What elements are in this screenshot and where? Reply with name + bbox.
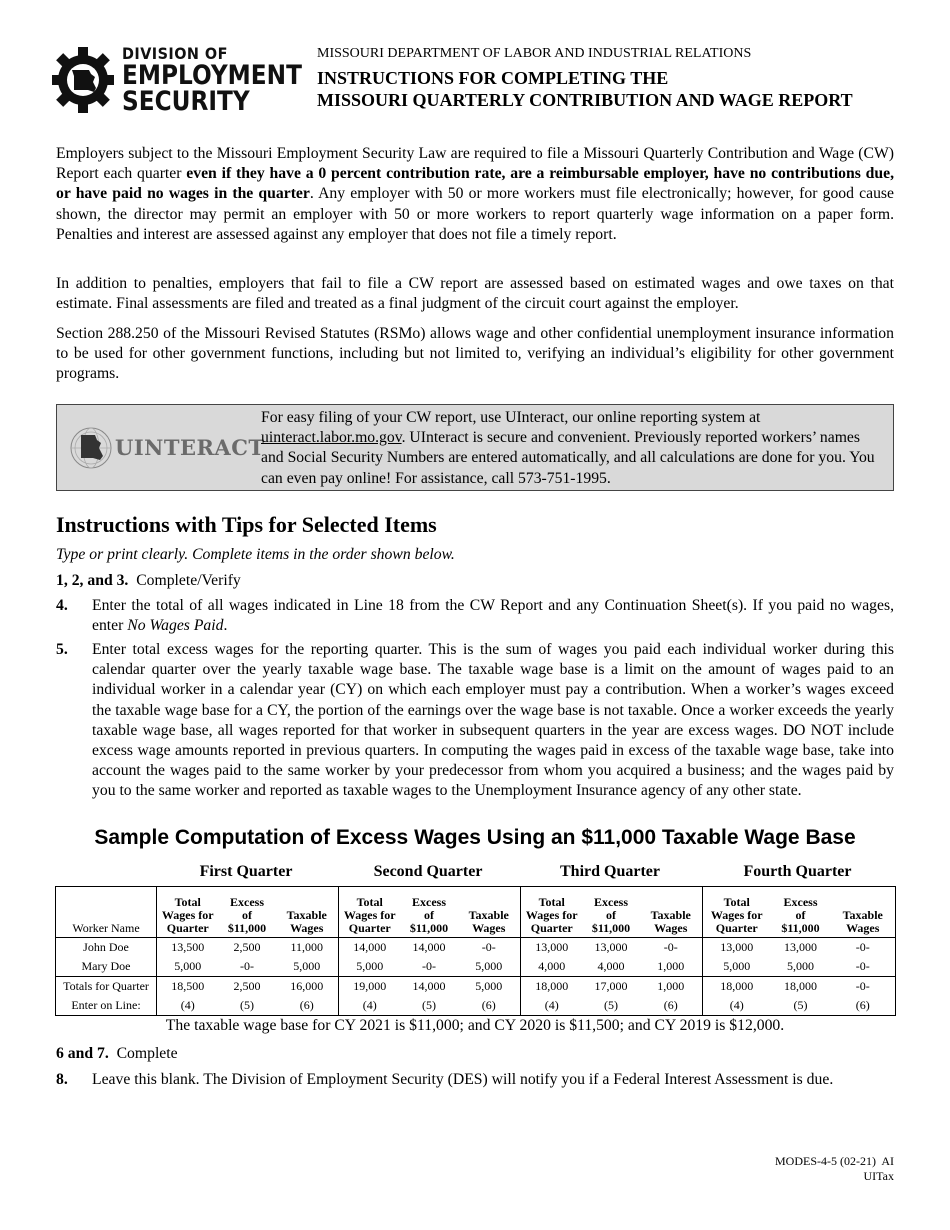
table-cell: 13,500 (157, 938, 219, 958)
col-excess: Excess of $11,000 (583, 887, 640, 938)
col-total-wages: Total Wages for Quarter (703, 887, 771, 938)
item-text: Leave this blank. The Division of Employment Security (DES) will notify you if a Federal Interest Assessment is due. (92, 1071, 834, 1088)
worker-name-cell: Totals for Quarter (56, 977, 157, 997)
item-number: 6 and 7. (56, 1045, 109, 1062)
table-cell: 14,000 (339, 938, 401, 958)
table-cell: 18,000 (521, 977, 583, 997)
form-unit: UITax (863, 1169, 894, 1183)
uinteract-link[interactable]: uinteract.labor.mo.gov (261, 429, 402, 447)
instruction-item-1-3 (56, 571, 894, 591)
item-text-part: Enter the total of all wages indicated in Line 18 from the CW Report and any Continuation Sheet(s). If you paid no wages, enter (92, 597, 894, 635)
table-row (56, 977, 896, 997)
col-excess: Excess of $11,000 (771, 887, 831, 938)
table-cell: 1,000 (640, 977, 703, 997)
table-cell: 18,500 (157, 977, 219, 997)
table-header-row (56, 887, 896, 938)
form-number: MODES-4-5 (02-21) AI (775, 1154, 894, 1168)
table-cell: 17,000 (583, 977, 640, 997)
instructions-subheading: Type or print clearly. Complete items in the order shown below. (56, 546, 455, 563)
table-cell: (4) (157, 996, 219, 1016)
table-row (56, 996, 896, 1016)
instructions-heading: Instructions with Tips for Selected Items (56, 512, 437, 537)
globe-missouri-icon (69, 426, 115, 470)
table-cell: 5,000 (339, 957, 401, 977)
instruction-item-5 (56, 640, 894, 810)
item-text (92, 596, 894, 636)
table-cell: (6) (481, 998, 496, 1012)
table-cell: -0- (855, 959, 870, 973)
table-cell: (5) (793, 998, 808, 1012)
col-taxable: Taxable Wages (640, 887, 703, 938)
table-cell: (4) (339, 996, 401, 1016)
intro-bold-text: even if they have a 0 percent contribution rate, are a reimbursable employer, have no contributions due, or have paid no wages in the quarter (56, 165, 894, 203)
intro-text: Employers subject to the Missouri Employment Security Law are required to file a Missouri Quarterly Contribution and Wage (CW) Report each quarter (56, 145, 894, 183)
worker-name-header: Worker Name (56, 887, 157, 938)
table-cell: 5,000 (703, 957, 771, 977)
item-text-italic: No Wages Paid (127, 617, 224, 635)
table-cell: 14,000 (412, 940, 446, 954)
item-number: 8. (56, 1071, 68, 1088)
worker-name-cell: John Doe (56, 938, 157, 958)
table-cell: 5,000 (293, 959, 321, 973)
item-number: 5. (56, 641, 68, 658)
intro-text: . Any employer with 50 or more workers must file electronically; however, for good cause shown, the director may permit an employer with 50 or more workers to report quarterly wage information on a paper form. Penalties and interest are assessed against any employer that does not file a timely report. (56, 185, 894, 243)
table-cell: 19,000 (339, 977, 401, 997)
table-cell: -0- (240, 959, 254, 973)
col-taxable: Taxable Wages (831, 887, 896, 938)
table-cell: 18,000 (703, 977, 771, 997)
col-taxable: Taxable Wages (276, 887, 339, 938)
worker-name-cell: Mary Doe (56, 957, 157, 977)
excess-wages-table (55, 886, 896, 1016)
form-identifier (775, 1154, 894, 1184)
table-cell: 16,000 (276, 977, 339, 997)
department-name: MISSOURI DEPARTMENT OF LABOR AND INDUSTRIAL RELATIONS (317, 46, 752, 61)
doc-title-line2: MISSOURI QUARTERLY CONTRIBUTION AND WAGE REPORT (317, 90, 853, 110)
table-cell: 2,500 (233, 940, 261, 954)
table-cell: (4) (703, 996, 771, 1016)
table-cell: 13,000 (784, 940, 817, 954)
sample-heading: Sample Computation of Excess Wages Using an $11,000 Taxable Wage Base (94, 826, 856, 849)
table-cell: -0- (481, 940, 496, 954)
logo-line2: EMPLOYMENT (122, 60, 302, 91)
table-cell: 2,500 (219, 977, 276, 997)
table-cell: 5,000 (458, 977, 521, 997)
table-row (56, 938, 896, 958)
table-cell: 1,000 (657, 959, 685, 973)
quarter-header-4: Fourth Quarter (743, 863, 852, 880)
quarter-header-2: Second Quarter (373, 863, 483, 880)
table-cell: (5) (240, 998, 254, 1012)
table-cell: (6) (855, 998, 870, 1012)
table-cell: (6) (663, 998, 678, 1012)
table-cell: (4) (521, 996, 583, 1016)
uinteract-logo-text: UINTERACT (115, 435, 265, 460)
des-logo (52, 44, 302, 117)
table-cell: 4,000 (597, 959, 625, 973)
table-cell: 5,000 (787, 959, 814, 973)
intro-paragraph-1 (56, 144, 894, 245)
quarter-header-1: First Quarter (199, 863, 293, 880)
col-total-wages: Total Wages for Quarter (157, 887, 219, 938)
uinteract-logo (69, 426, 265, 470)
uinteract-text: For easy filing of your CW report, use UInteract, our online reporting system at (261, 409, 761, 426)
wage-base-note: The taxable wage base for CY 2021 is $11,000; and CY 2020 is $11,500; and CY 2019 is $12,000. (165, 1017, 785, 1034)
table-cell: -0- (422, 959, 436, 973)
instruction-item-6-7 (56, 1044, 894, 1064)
table-cell: (5) (422, 998, 436, 1012)
table-cell: (5) (604, 998, 618, 1012)
col-taxable: Taxable Wages (458, 887, 521, 938)
table-cell: 4,000 (521, 957, 583, 977)
logo-line1: DIVISION OF (122, 44, 228, 63)
uinteract-callout (56, 404, 894, 491)
intro-paragraph-2: In addition to penalties, employers that fail to file a CW report are assessed based on estimated wages and owe taxes on that estimate. Final assessments are filed and treated as a final judgment of the circuit court against the employer. (56, 275, 894, 313)
table-cell: -0- (855, 940, 870, 954)
col-excess: Excess of $11,000 (219, 887, 276, 938)
item-number: 1, 2, and 3. (56, 572, 129, 589)
instruction-item-4 (56, 596, 894, 638)
table-cell: 14,000 (401, 977, 458, 997)
quarter-header-3: Third Quarter (560, 863, 660, 880)
item-text: Enter total excess wages for the reporting quarter. This is the sum of wages you paid each individual worker during this calendar quarter over the yearly taxable wage base. The taxable wage base is a limit on the amount of wages paid to an individual worker in a calendar year (CY) on which each employer must pay a contribution. When a worker’s wages exceed the taxable wage base for a CY, the portion of the earnings over the wage base is not taxable. Once a worker exceeds the yearly taxable wage base, all wages reported for that worker in subsequent quarters in the year are excess wages. DO NOT include excess wage amounts reported in previous quarters. In computing the wages paid in excess of the taxable wage base, take into account the wages paid to the same worker by your predecessor from whom you acquired a business; and the wages paid by you to the same worker and reported as taxable wages to the Unemployment Insurance agency of any other state. (92, 641, 894, 800)
table-cell: (6) (299, 998, 314, 1012)
table-cell: 13,000 (703, 938, 771, 958)
table-cell: 5,000 (157, 957, 219, 977)
item-text: Complete (116, 1045, 178, 1062)
gear-missouri-icon (52, 44, 114, 116)
table-row (56, 957, 896, 977)
instruction-item-8 (56, 1070, 894, 1112)
table-cell: -0- (831, 977, 896, 997)
col-total-wages: Total Wages for Quarter (521, 887, 583, 938)
table-cell: 11,000 (290, 940, 324, 954)
table-cell: 18,000 (771, 977, 831, 997)
col-total-wages: Total Wages for Quarter (339, 887, 401, 938)
table-cell: 13,000 (594, 940, 628, 954)
col-excess: Excess of $11,000 (401, 887, 458, 938)
intro-paragraph-3: Section 288.250 of the Missouri Revised Statutes (RSMo) allows wage and other confidential unemployment insurance information to be used for other government functions, including but not limited to, verifying an individual’s eligibility for other government programs. (56, 325, 894, 383)
item-text: Complete/Verify (136, 572, 241, 589)
logo-line3: SECURITY (122, 86, 250, 117)
worker-name-cell: Enter on Line: (56, 996, 157, 1016)
table-cell: -0- (663, 940, 678, 954)
uinteract-description (261, 408, 883, 489)
table-body (56, 938, 896, 1016)
item-number: 4. (56, 597, 68, 614)
doc-title-line1: INSTRUCTIONS FOR COMPLETING THE (317, 68, 669, 88)
table-cell: 13,000 (521, 938, 583, 958)
table-cell: 5,000 (475, 959, 503, 973)
uinteract-text: . UInteract is secure and convenient. Previously reported workers’ names and Social Security Numbers are entered automatically, and all calculations are done for you. You can even pay online! For assistance, call 573-751-1995. (261, 429, 875, 487)
item-text-part: . (223, 617, 228, 635)
